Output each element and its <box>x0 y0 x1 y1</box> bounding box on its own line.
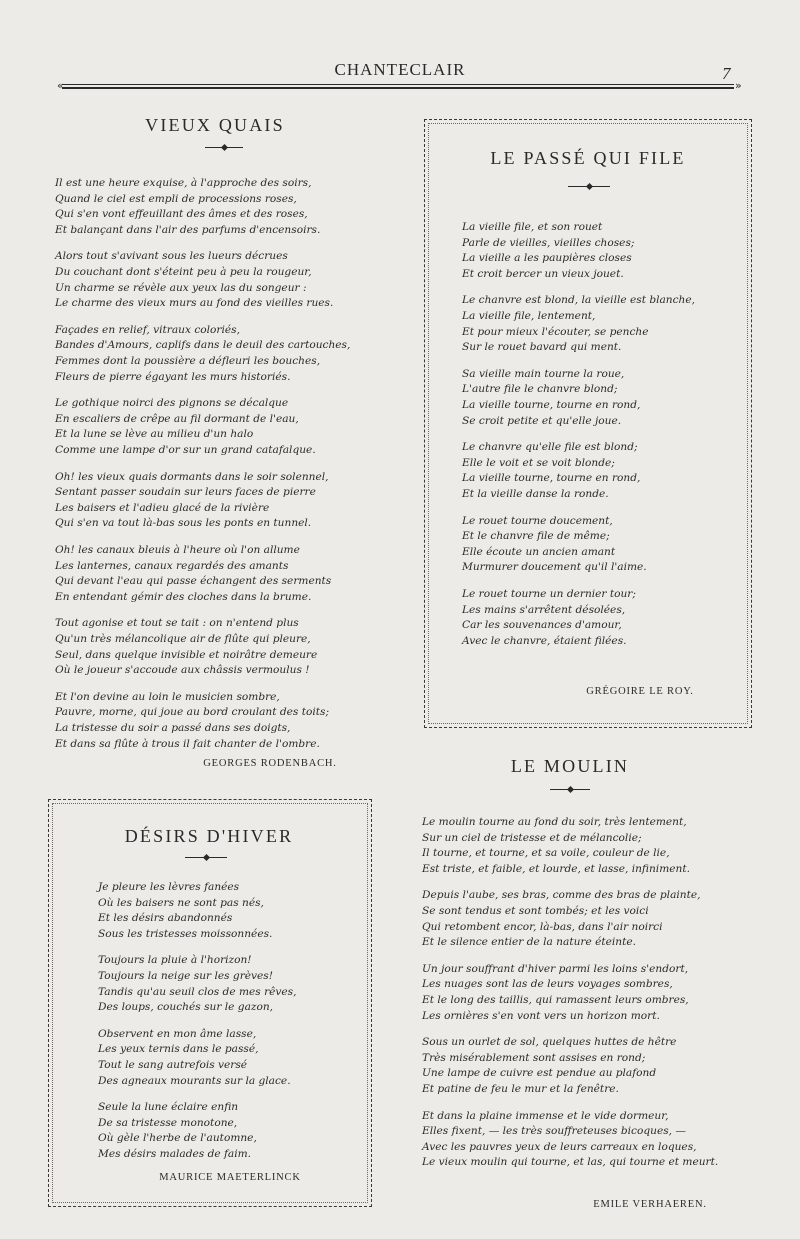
verse-line: Elle le voit et se voit blonde; <box>462 456 615 469</box>
title-ornament <box>568 186 610 187</box>
verse-line: Mes désirs malades de faim. <box>98 1147 252 1160</box>
page-number: 7 <box>722 64 731 83</box>
verse-line: Toujours la pluie à l'horizon! <box>98 954 252 967</box>
stanza <box>55 249 333 311</box>
verse-line: Elles fixent, — les très souffreteuses bicoques, — <box>422 1125 686 1138</box>
verse-line: Et dans sa flûte à trous il fait chanter de l'ombre. <box>55 737 320 750</box>
verse-line: Le gothique noirci des pignons se décalque <box>55 397 289 410</box>
stanza <box>462 367 640 429</box>
verse-line: Et le silence entier de la nature éteinte. <box>422 936 637 949</box>
verse-line: Les ornières s'en vont vers un horizon mort. <box>422 1009 660 1022</box>
rule-ornament-left-icon: « <box>57 79 64 92</box>
verse-line: Est triste, et faible, et lourde, et lasse, infiniment. <box>422 862 690 875</box>
verse-line: Sur un ciel de tristesse et de mélancolie; <box>422 831 642 844</box>
verse-line: Un charme se révèle aux yeux las du songeur : <box>55 281 307 294</box>
verse-line: Et l'on devine au loin le musicien sombre, <box>55 690 280 703</box>
verse-line: Où gèle l'herbe de l'automne, <box>98 1132 257 1145</box>
stanza <box>98 880 272 942</box>
verse-line: Les nuages sont las de leurs voyages sombres, <box>422 978 673 991</box>
stanza <box>422 1035 676 1097</box>
verse-line: Bandes d'Amours, caplifs dans le deuil des cartouches, <box>55 339 351 352</box>
stanza <box>55 690 329 752</box>
stanza <box>462 514 647 576</box>
verse-line: En escaliers de crêpe au fil dormant de l'eau, <box>55 412 299 425</box>
verse-line: Et patine de feu le mur et la fenêtre. <box>422 1082 619 1095</box>
stanza <box>422 815 690 877</box>
verse-line: Du couchant dont s'éteint peu à peu la rougeur, <box>55 265 312 278</box>
stanza <box>55 176 320 238</box>
verse-line: Et les désirs abandonnés <box>98 912 233 925</box>
verse-line: Sur le rouet bavard qui ment. <box>462 341 622 354</box>
stanza <box>98 953 296 1015</box>
verse-line: Observent en mon âme lasse, <box>98 1027 257 1040</box>
verse-line: Et dans la plaine immense et le vide dormeur, <box>422 1109 669 1122</box>
verse-line: Comme une lampe d'or sur un grand catafalque. <box>55 443 316 456</box>
verse-line: Et la vieille danse la ronde. <box>462 487 609 500</box>
verse-line: Qui s'en va tout là-bas sous les ponts en tunnel. <box>55 517 312 530</box>
stanza <box>98 1100 257 1162</box>
verse-line: Et balançant dans l'air des parfums d'encensoirs. <box>55 223 321 236</box>
rule-ornament-right-icon: » <box>735 79 742 92</box>
verse-line: La vieille tourne, tourne en rond, <box>462 398 641 411</box>
verse-line: Et la lune se lève au milieu d'un halo <box>55 428 254 441</box>
verse-line: Qui s'en vont effeuillant des âmes et des roses, <box>55 208 308 221</box>
verse-line: Il est une heure exquise, à l'approche des soirs, <box>55 177 312 189</box>
stanza <box>55 616 317 678</box>
stanza <box>422 1109 718 1171</box>
verse-line: Un jour souffrant d'hiver parmi les loins s'endort, <box>422 962 689 975</box>
verse-line: Oh! les canaux bleuis à l'heure où l'on allume <box>55 544 300 556</box>
poem-title: LE MOULIN <box>510 756 630 776</box>
title-ornament <box>185 857 227 858</box>
verse-line: Je pleure les lèvres fanées <box>98 881 240 893</box>
verse-line: Elle écoute un ancien amant <box>462 545 616 558</box>
verse-line: De sa tristesse monotone, <box>98 1116 238 1129</box>
verse-line: Se croit petite et qu'elle joue. <box>462 414 622 427</box>
stanza <box>55 323 350 385</box>
verse-line: Sentant passer soudain sur leurs faces de pierre <box>55 486 316 499</box>
verse-line: Se sont tendus et sont tombés; et les voici <box>422 904 649 917</box>
verse-line: L'autre file le chanvre blond; <box>462 383 618 396</box>
verse-line: Parle de vieilles, vieilles choses; <box>462 236 635 249</box>
verse-line: Façades en relief, vitraux coloriés, <box>55 323 240 336</box>
verse-line: Où le joueur s'accoude aux châssis vermoulus ! <box>55 664 310 677</box>
verse-line: Il tourne, et tourne, et sa voile, couleur de lie, <box>422 847 670 860</box>
verse-line: Femmes dont la poussière a défleuri les bouches, <box>55 354 321 367</box>
verse-line: Toujours la neige sur les grèves! <box>98 969 273 982</box>
verse-line: Où les baisers ne sont pas nés, <box>98 896 264 909</box>
verse-line: Qui devant l'eau qui passe échangent des serments <box>55 575 332 588</box>
poem-title: VIEUX QUAIS <box>145 115 285 135</box>
verse-line: La vieille tourne, tourne en rond, <box>462 472 641 485</box>
verse-line: Qu'un très mélancolique air de flûte qui pleure, <box>55 632 311 645</box>
verse-line: La tristesse du soir a passé dans ses doigts, <box>55 721 291 734</box>
verse-line: Oh! les vieux quais dormants dans le soir solennel, <box>55 470 329 483</box>
verse-line: Des loups, couchés sur le gazon, <box>98 1001 274 1014</box>
stanza <box>55 543 331 605</box>
verse-line: Le charme des vieux murs au fond des vieilles rues. <box>55 297 334 310</box>
poem-title: DÉSIRS D'HIVER <box>124 826 294 846</box>
verse-line: Le moulin tourne au fond du soir, très lentement, <box>422 816 687 828</box>
verse-line: Seul, dans quelque invisible et noirâtre demeure <box>55 648 318 661</box>
stanza <box>462 220 634 282</box>
title-ornament <box>205 147 243 148</box>
magazine-title: CHANTECLAIR <box>334 60 466 79</box>
verse-line: Sous les tristesses moissonnées. <box>98 927 273 940</box>
verse-line: Des agneaux mourants sur la glace. <box>98 1074 291 1087</box>
verse-line: Le chanvre est blond, la vieille est blanche, <box>462 294 696 307</box>
verse-line: Le vieux moulin qui tourne, et las, qui tourne et meurt. <box>422 1156 719 1169</box>
verse-line: Tout le sang autrefois versé <box>98 1058 248 1071</box>
stanza <box>98 1027 291 1089</box>
stanza <box>55 396 316 458</box>
verse-line: Très misérablement sont assises en rond; <box>422 1051 646 1064</box>
verse-line: Fleurs de pierre égayant les murs historiés. <box>55 370 291 383</box>
verse-line: La vieille a les paupières closes <box>462 252 632 265</box>
stanza <box>462 293 695 355</box>
verse-line: Avec le chanvre, étaient filées. <box>462 634 627 647</box>
verse-line: Une lampe de cuivre est pendue au plafond <box>422 1067 657 1080</box>
verse-line: Le rouet tourne un dernier tour; <box>462 588 636 600</box>
verse-line: Les lanternes, canaux regardés des amants <box>55 559 289 572</box>
verse-line: La vieille file, et son rouet <box>462 221 603 233</box>
verse-line: Et le chanvre file de même; <box>462 530 610 543</box>
verse-line: Le rouet tourne doucement, <box>462 514 613 527</box>
stanza <box>462 587 636 649</box>
verse-line: Les yeux ternis dans le passé, <box>98 1043 259 1056</box>
poem-author: EMILE VERHAEREN. <box>593 1199 707 1210</box>
verse-line: Alors tout s'avivant sous les lueurs décrues <box>55 250 288 263</box>
verse-line: Et le long des taillis, qui ramassent leurs ombres, <box>422 993 689 1006</box>
poem-author: GRÉGOIRE LE ROY. <box>586 686 694 697</box>
verse-line: Sous un ourlet de sol, quelques huttes de hêtre <box>422 1036 677 1049</box>
verse-line: Depuis l'aube, ses bras, comme des bras de plainte, <box>422 889 701 902</box>
verse-line: Et pour mieux l'écouter, se penche <box>462 325 649 338</box>
stanza <box>462 440 640 502</box>
verse-line: Les mains s'arrêtent désolées, <box>462 603 626 616</box>
verse-line: Car les souvenances d'amour, <box>462 619 622 632</box>
verse-line: Tout agonise et tout se tait : on n'entend plus <box>55 617 299 630</box>
verse-line: Tandis qu'au seuil clos de mes rêves, <box>98 985 297 998</box>
poem-title: LE PASSÉ QUI FILE <box>490 148 686 168</box>
verse-line: En entendant gémir des cloches dans la brume. <box>55 590 312 603</box>
verse-line: Avec les pauvres yeux de leurs carreaux en loques, <box>422 1140 697 1153</box>
poem-author: GEORGES RODENBACH. <box>203 758 337 769</box>
header-rule <box>62 84 734 89</box>
verse-line: Le chanvre qu'elle file est blond; <box>462 441 638 454</box>
title-ornament <box>550 789 590 790</box>
stanza <box>422 962 689 1024</box>
verse-line: Sa vieille main tourne la roue, <box>462 367 625 380</box>
verse-line: Qui retombent encor, là-bas, dans l'air noirci <box>422 920 663 933</box>
verse-line: Murmurer doucement qu'il l'aime. <box>462 561 647 574</box>
verse-line: Et croit bercer un vieux jouet. <box>462 267 624 280</box>
verse-line: Quand le ciel est empli de processions roses, <box>55 192 297 205</box>
verse-line: Les baisers et l'adieu glacé de la rivière <box>55 501 270 514</box>
verse-line: La vieille file, lentement, <box>462 309 596 322</box>
stanza <box>55 470 329 532</box>
poem-author: MAURICE MAETERLINCK <box>159 1172 301 1183</box>
stanza <box>422 888 701 950</box>
verse-line: Pauvre, morne, qui joue au bord croulant des toits; <box>55 706 330 719</box>
verse-line: Seule la lune éclaire enfin <box>98 1101 239 1114</box>
